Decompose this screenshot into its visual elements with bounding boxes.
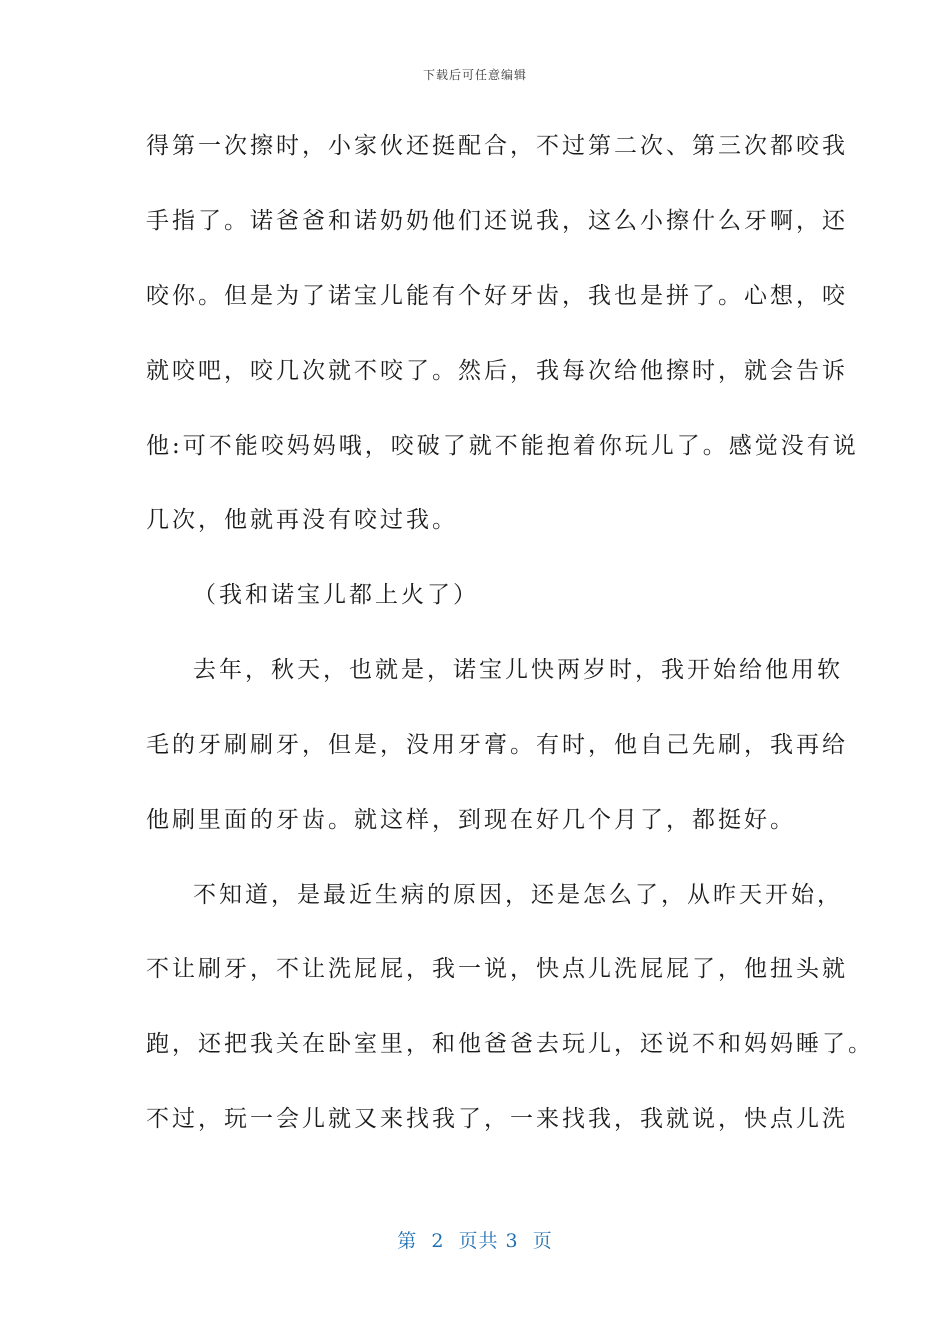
text-line: 不知道，是最近生病的原因，还是怎么了，从昨天开始， xyxy=(193,882,843,908)
text-line: 咬你。但是为了诺宝儿能有个好牙齿，我也是拼了。心想，咬 xyxy=(146,283,848,309)
text-line: 毛的牙刷刷牙，但是，没用牙膏。有时，他自己先刷，我再给 xyxy=(146,732,848,758)
section-subheading: （我和诺宝儿都上火了） xyxy=(193,582,479,608)
text-line: 不过，玩一会儿就又来找我了，一来找我，我就说，快点儿洗 xyxy=(146,1106,848,1132)
text-line: 跑，还把我关在卧室里，和他爸爸去玩儿，还说不和妈妈睡了。 xyxy=(146,1031,874,1057)
text-line: 几次，他就再没有咬过我。 xyxy=(146,507,458,533)
text-line: 得第一次擦时，小家伙还挺配合，不过第二次、第三次都咬我 xyxy=(146,133,848,159)
text-line: 就咬吧，咬几次就不咬了。然后，我每次给他擦时，就会告诉 xyxy=(146,358,848,384)
page-number-footer: 第 2 页共 3 页 xyxy=(397,1230,553,1252)
text-line: 他刷里面的牙齿。就这样，到现在好几个月了，都挺好。 xyxy=(146,807,796,833)
text-line: 不让刷牙，不让洗屁屁，我一说，快点儿洗屁屁了，他扭头就 xyxy=(146,956,848,982)
text-line: 手指了。诺爸爸和诺奶奶他们还说我，这么小擦什么牙啊，还 xyxy=(146,208,848,234)
page-header-note: 下载后可任意编辑 xyxy=(422,68,527,82)
text-line: 他:可不能咬妈妈哦，咬破了就不能抱着你玩儿了。感觉没有说 xyxy=(146,433,859,459)
text-line: 去年，秋天，也就是，诺宝儿快两岁时，我开始给他用软 xyxy=(193,657,843,683)
